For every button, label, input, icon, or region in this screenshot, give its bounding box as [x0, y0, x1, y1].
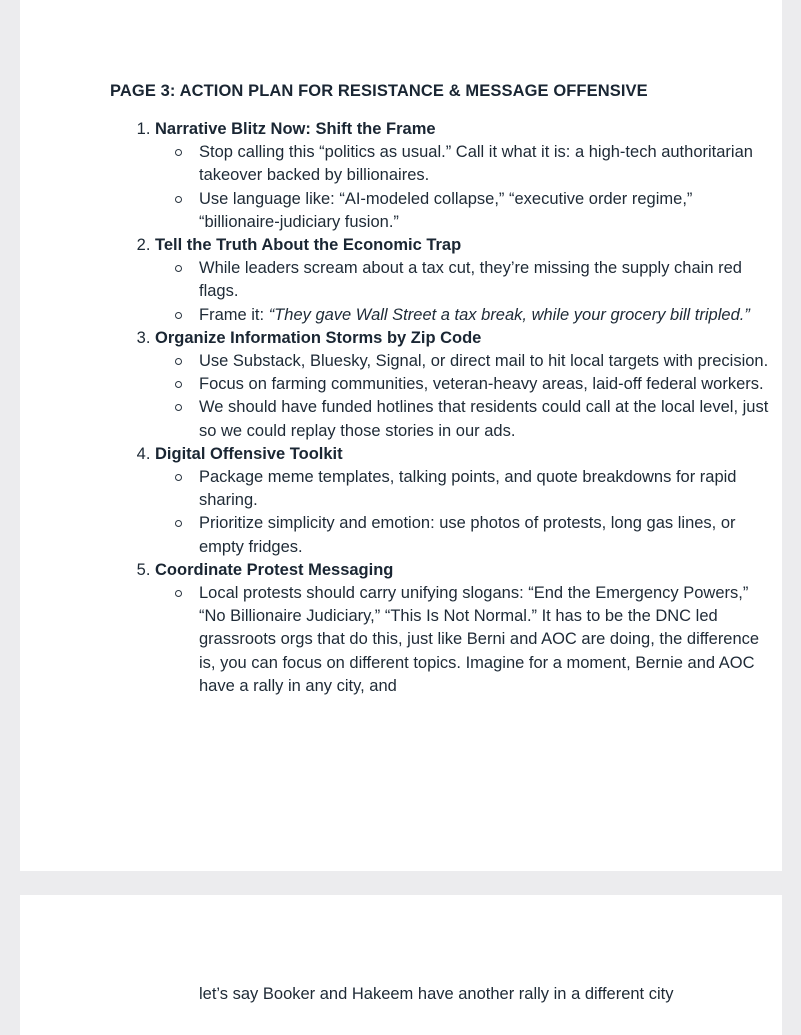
item-title-narrative-blitz: Narrative Blitz Now: Shift the Frame: [155, 120, 436, 138]
document-page-4: [20, 895, 782, 1035]
sub-list: [155, 350, 775, 443]
item-title-protest-messaging: Coordinate Protest Messaging: [155, 560, 394, 579]
bullet-text: Local protests should carry unifying slogans: “End the Emergency Powers,” “No Billionaire Judiciary,” “This Is Not Normal.” It has to be the DNC led grassroots orgs that do this, just like Berni and AOC are doing, the difference is, you can focus on different topics. Imagine for a moment, Bernie and AOC have a rally in any city, and: [199, 584, 760, 695]
sub-list-item: [199, 257, 775, 303]
hollow-bullet-icon: [175, 196, 182, 203]
sub-list-item: [199, 373, 775, 396]
hollow-bullet-icon: [175, 265, 182, 272]
hollow-bullet-icon: [175, 358, 182, 365]
sub-list: [155, 257, 775, 327]
bullet-text: Focus on farming communities, veteran-heavy areas, laid-off federal workers.: [199, 375, 764, 394]
bullet-text: Stop calling this “politics as usual.” Call it what it is: a high-tech authoritarian takeover backed by billionaires.: [199, 143, 753, 185]
sub-list-item: [199, 188, 775, 234]
hollow-bullet-icon: [175, 312, 182, 319]
bullet-quote: “They gave Wall Street a tax break, while your grocery bill tripled.”: [268, 305, 750, 324]
bullet-text: We should have funded hotlines that residents could call at the local level, just so we could replay those stories in our ads.: [199, 398, 769, 440]
sub-list: [155, 582, 775, 698]
bullet-text: Prioritize simplicity and emotion: use photos of protests, long gas lines, or empty fridges.: [199, 514, 736, 556]
sub-list-item: [199, 141, 775, 187]
hollow-bullet-icon: [175, 474, 182, 481]
bullet-text: While leaders scream about a tax cut, they’re missing the supply chain red flags.: [199, 259, 742, 301]
list-item: [155, 118, 775, 234]
list-item: [155, 234, 775, 327]
sub-list-item: [199, 512, 775, 558]
sub-list-item: [199, 582, 775, 698]
hollow-bullet-icon: [175, 404, 182, 411]
list-item: [155, 559, 775, 698]
bullet-text: Use language like: “AI-modeled collapse,” “executive order regime,” “billionaire-judiciary fusion.”: [199, 189, 693, 231]
hollow-bullet-icon: [175, 590, 182, 597]
bullet-text: Use Substack, Bluesky, Signal, or direct mail to hit local targets with precision.: [199, 352, 769, 371]
item-title-digital-toolkit: Digital Offensive Toolkit: [155, 444, 343, 463]
bullet-text: Package meme templates, talking points, and quote breakdowns for rapid sharing.: [199, 468, 737, 510]
hollow-bullet-icon: [175, 149, 182, 156]
bullet-text-prefix: Frame it:: [199, 305, 269, 324]
sub-list-item: [199, 304, 775, 327]
item-title-economic-trap: Tell the Truth About the Economic Trap: [155, 236, 462, 255]
sub-list-item: [199, 466, 775, 512]
hollow-bullet-icon: [175, 381, 182, 388]
action-plan-list: [130, 118, 775, 698]
hollow-bullet-icon: [175, 520, 182, 527]
list-item: [155, 443, 775, 559]
list-item: [155, 327, 775, 443]
sub-list-item: [199, 396, 775, 442]
continuation-text: let’s say Booker and Hakeem have another rally in a different city: [199, 985, 674, 1003]
document-page-3: [20, 0, 782, 871]
sub-list-item: [199, 350, 775, 373]
page-heading: PAGE 3: ACTION PLAN FOR RESISTANCE & MESSAGE OFFENSIVE: [110, 82, 648, 100]
sub-list: [155, 141, 775, 234]
item-title-information-storms: Organize Information Storms by Zip Code: [155, 328, 482, 347]
sub-list: [155, 466, 775, 559]
